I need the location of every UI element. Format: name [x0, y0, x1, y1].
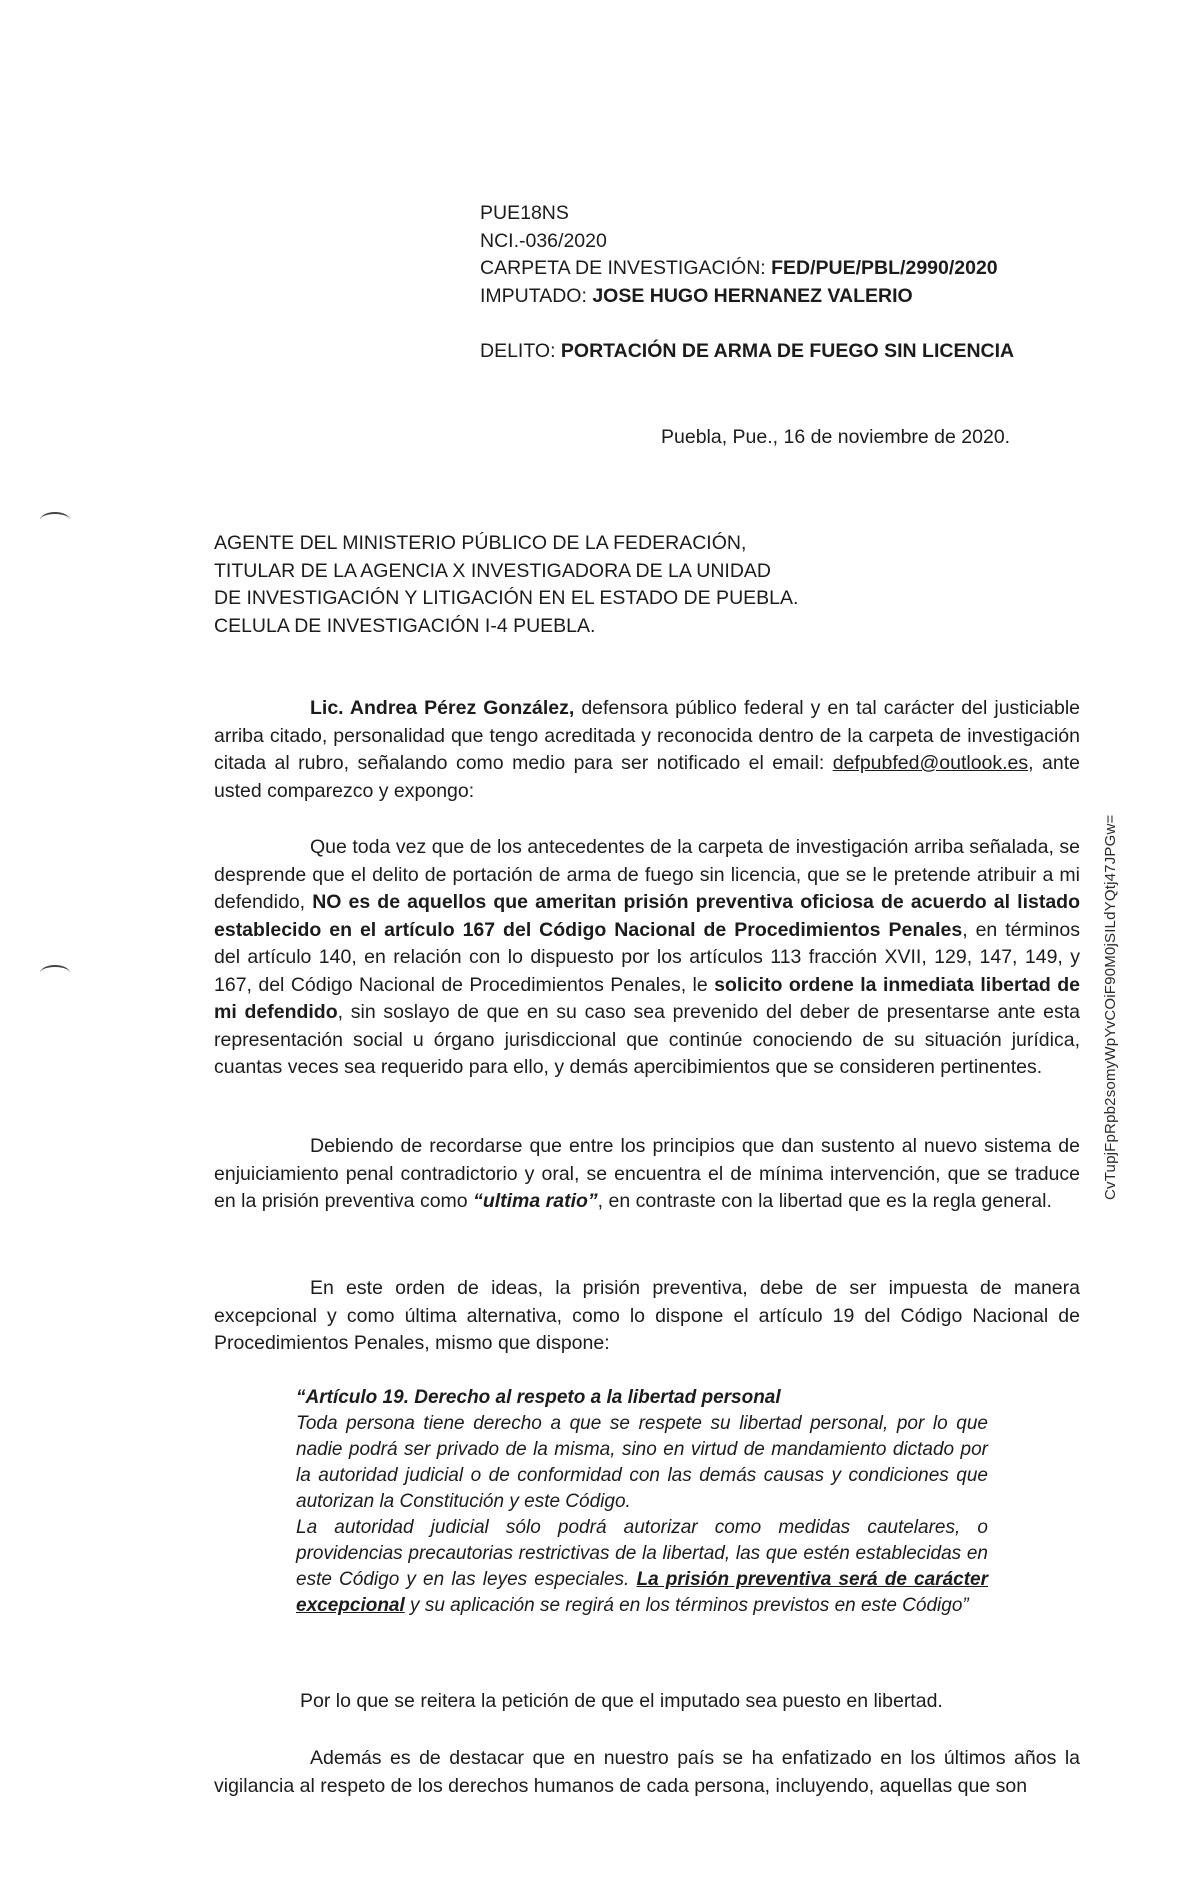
addressee-line: CELULA DE INVESTIGACIÓN I-4 PUEBLA. [214, 614, 596, 637]
principles-text-2: , en contraste con la libertad que es la regla general. [597, 1190, 1052, 1212]
imputado-label: IMPUTADO: [480, 284, 593, 307]
delito-value: PORTACIÓN DE ARMA DE FUEGO SIN LICENCIA [560, 340, 1015, 362]
paragraph-request [214, 834, 1080, 1082]
email-link[interactable]: defpubfed@outlook.es [832, 752, 1029, 774]
request-text-1: Que toda vez que de los antecedentes de la carpeta de investigación arriba señalada, se desprende que el delito de portación de arma de fuego sin licencia, que se le pretende atribuir a mi defendido, [214, 836, 1080, 913]
nci-number: NCI.-036/2020 [480, 229, 607, 252]
case-header [480, 200, 998, 310]
quote-underlined: La prisión preventiva será de carácter excepcional [296, 1569, 988, 1616]
imputado-line [480, 283, 998, 311]
carpeta-line [480, 255, 998, 283]
addressee [214, 530, 798, 640]
quote-title: “Artículo 19. Derecho al respeto a la libertad personal [296, 1387, 781, 1408]
addressee-line: DE INVESTIGACIÓN Y LITIGACIÓN EN EL ESTADO DE PUEBLA. [214, 587, 799, 609]
defender-name: Lic. Andrea Pérez González, [310, 697, 575, 719]
request-bold-2: solicito ordene la inmediata libertad de mi defendido [214, 973, 1080, 1023]
scan-mark [40, 512, 70, 528]
carpeta-label: CARPETA DE INVESTIGACIÓN: [480, 257, 772, 279]
imputado-value: JOSE HUGO HERNANEZ VALERIO [592, 284, 913, 307]
intro-end: , ante usted comparezco y expongo: [214, 752, 1080, 802]
verification-code: CvTupjFpRpb2somyWpYvCOiF90M0jSILdYQtj47JPGw= [1102, 814, 1119, 1200]
addressee-line: AGENTE DEL MINISTERIO PÚBLICO DE LA FEDERACIÓN, [214, 532, 747, 554]
addressee-line: TITULAR DE LA AGENCIA X INVESTIGADORA DE LA UNIDAD [214, 559, 771, 582]
quote-text-2 [296, 1515, 988, 1619]
article-quote [296, 1385, 988, 1619]
case-code: PUE18NS [480, 202, 569, 224]
request-text-2: , en términos del artículo 140, en relación con lo dispuesto por los artículos 113 fracción XVII, 129, 147, 149, y 167, del Código Nacional de Procedimientos Penales, le [214, 918, 1080, 996]
paragraph-principles [214, 1133, 1080, 1216]
ultima-ratio: “ultima ratio” [473, 1190, 598, 1212]
request-text-3: , sin soslayo de que en su caso sea prevenido del deber de presentarse ante esta representación social u órgano jurisdiccional que continúe conociendo de su situación jurídica, cuantas veces sea requerido para ello, y demás apercibimientos que se consideren pertinentes. [214, 1001, 1080, 1078]
paragraph-order: En este orden de ideas, la prisión preventiva, debe de ser impuesta de manera excepcional y como última alternativa, como lo dispone el artículo 19 del Código Nacional de Procedimientos Penales, mismo que dispone: [214, 1277, 1080, 1354]
quote-text-2b: y su aplicación se regirá en los términos previstos en este Código” [404, 1595, 969, 1616]
delito-line [480, 340, 1014, 363]
intro-text: defensora público federal y en tal carácter del justiciable arriba citado, personalidad que tengo acreditada y reconocida dentro de la carpeta de investigación citada al rubro, señalando como medio para ser notificado el email: [214, 697, 1080, 774]
quote-text-1: Toda persona tiene derecho a que se respete su libertad personal, por lo que nadie podrá ser privado de la misma, sino en virtud de mandamiento dictado por la autoridad judicial o de conformidad con las demás causas y condiciones que autorizan la Constitución y este Código. [296, 1413, 988, 1512]
scan-mark [40, 965, 70, 981]
paragraph-intro [214, 695, 1080, 805]
quote-text-2a: La autoridad judicial sólo podrá autorizar como medidas cautelares, o providencias precautorias restrictivas de la libertad, las que estén establecidas en este Código y en las leyes especiales. [296, 1517, 988, 1590]
paragraph-reiterate: Por lo que se reitera la petición de que el imputado sea puesto en libertad. [300, 1690, 943, 1712]
carpeta-value: FED/PUE/PBL/2990/2020 [771, 257, 998, 279]
paragraph-additional: Además es de destacar que en nuestro país se ha enfatizado en los últimos años la vigilancia al respeto de los derechos humanos de cada persona, incluyendo, aquellas que son [214, 1747, 1080, 1797]
date-line: Puebla, Pue., 16 de noviembre de 2020. [661, 426, 1011, 448]
delito-label: DELITO: [480, 340, 561, 362]
principles-text-1: Debiendo de recordarse que entre los principios que dan sustento al nuevo sistema de enjuiciamiento penal contradictorio y oral, se encuentra el de mínima intervención, que se traduce en la prisión preventiva como [214, 1135, 1080, 1212]
request-bold-1: NO es de aquellos que ameritan prisión preventiva oficiosa de acuerdo al listado establecido en el artículo 167 del Código Nacional de Procedimientos Penales [214, 891, 1080, 941]
